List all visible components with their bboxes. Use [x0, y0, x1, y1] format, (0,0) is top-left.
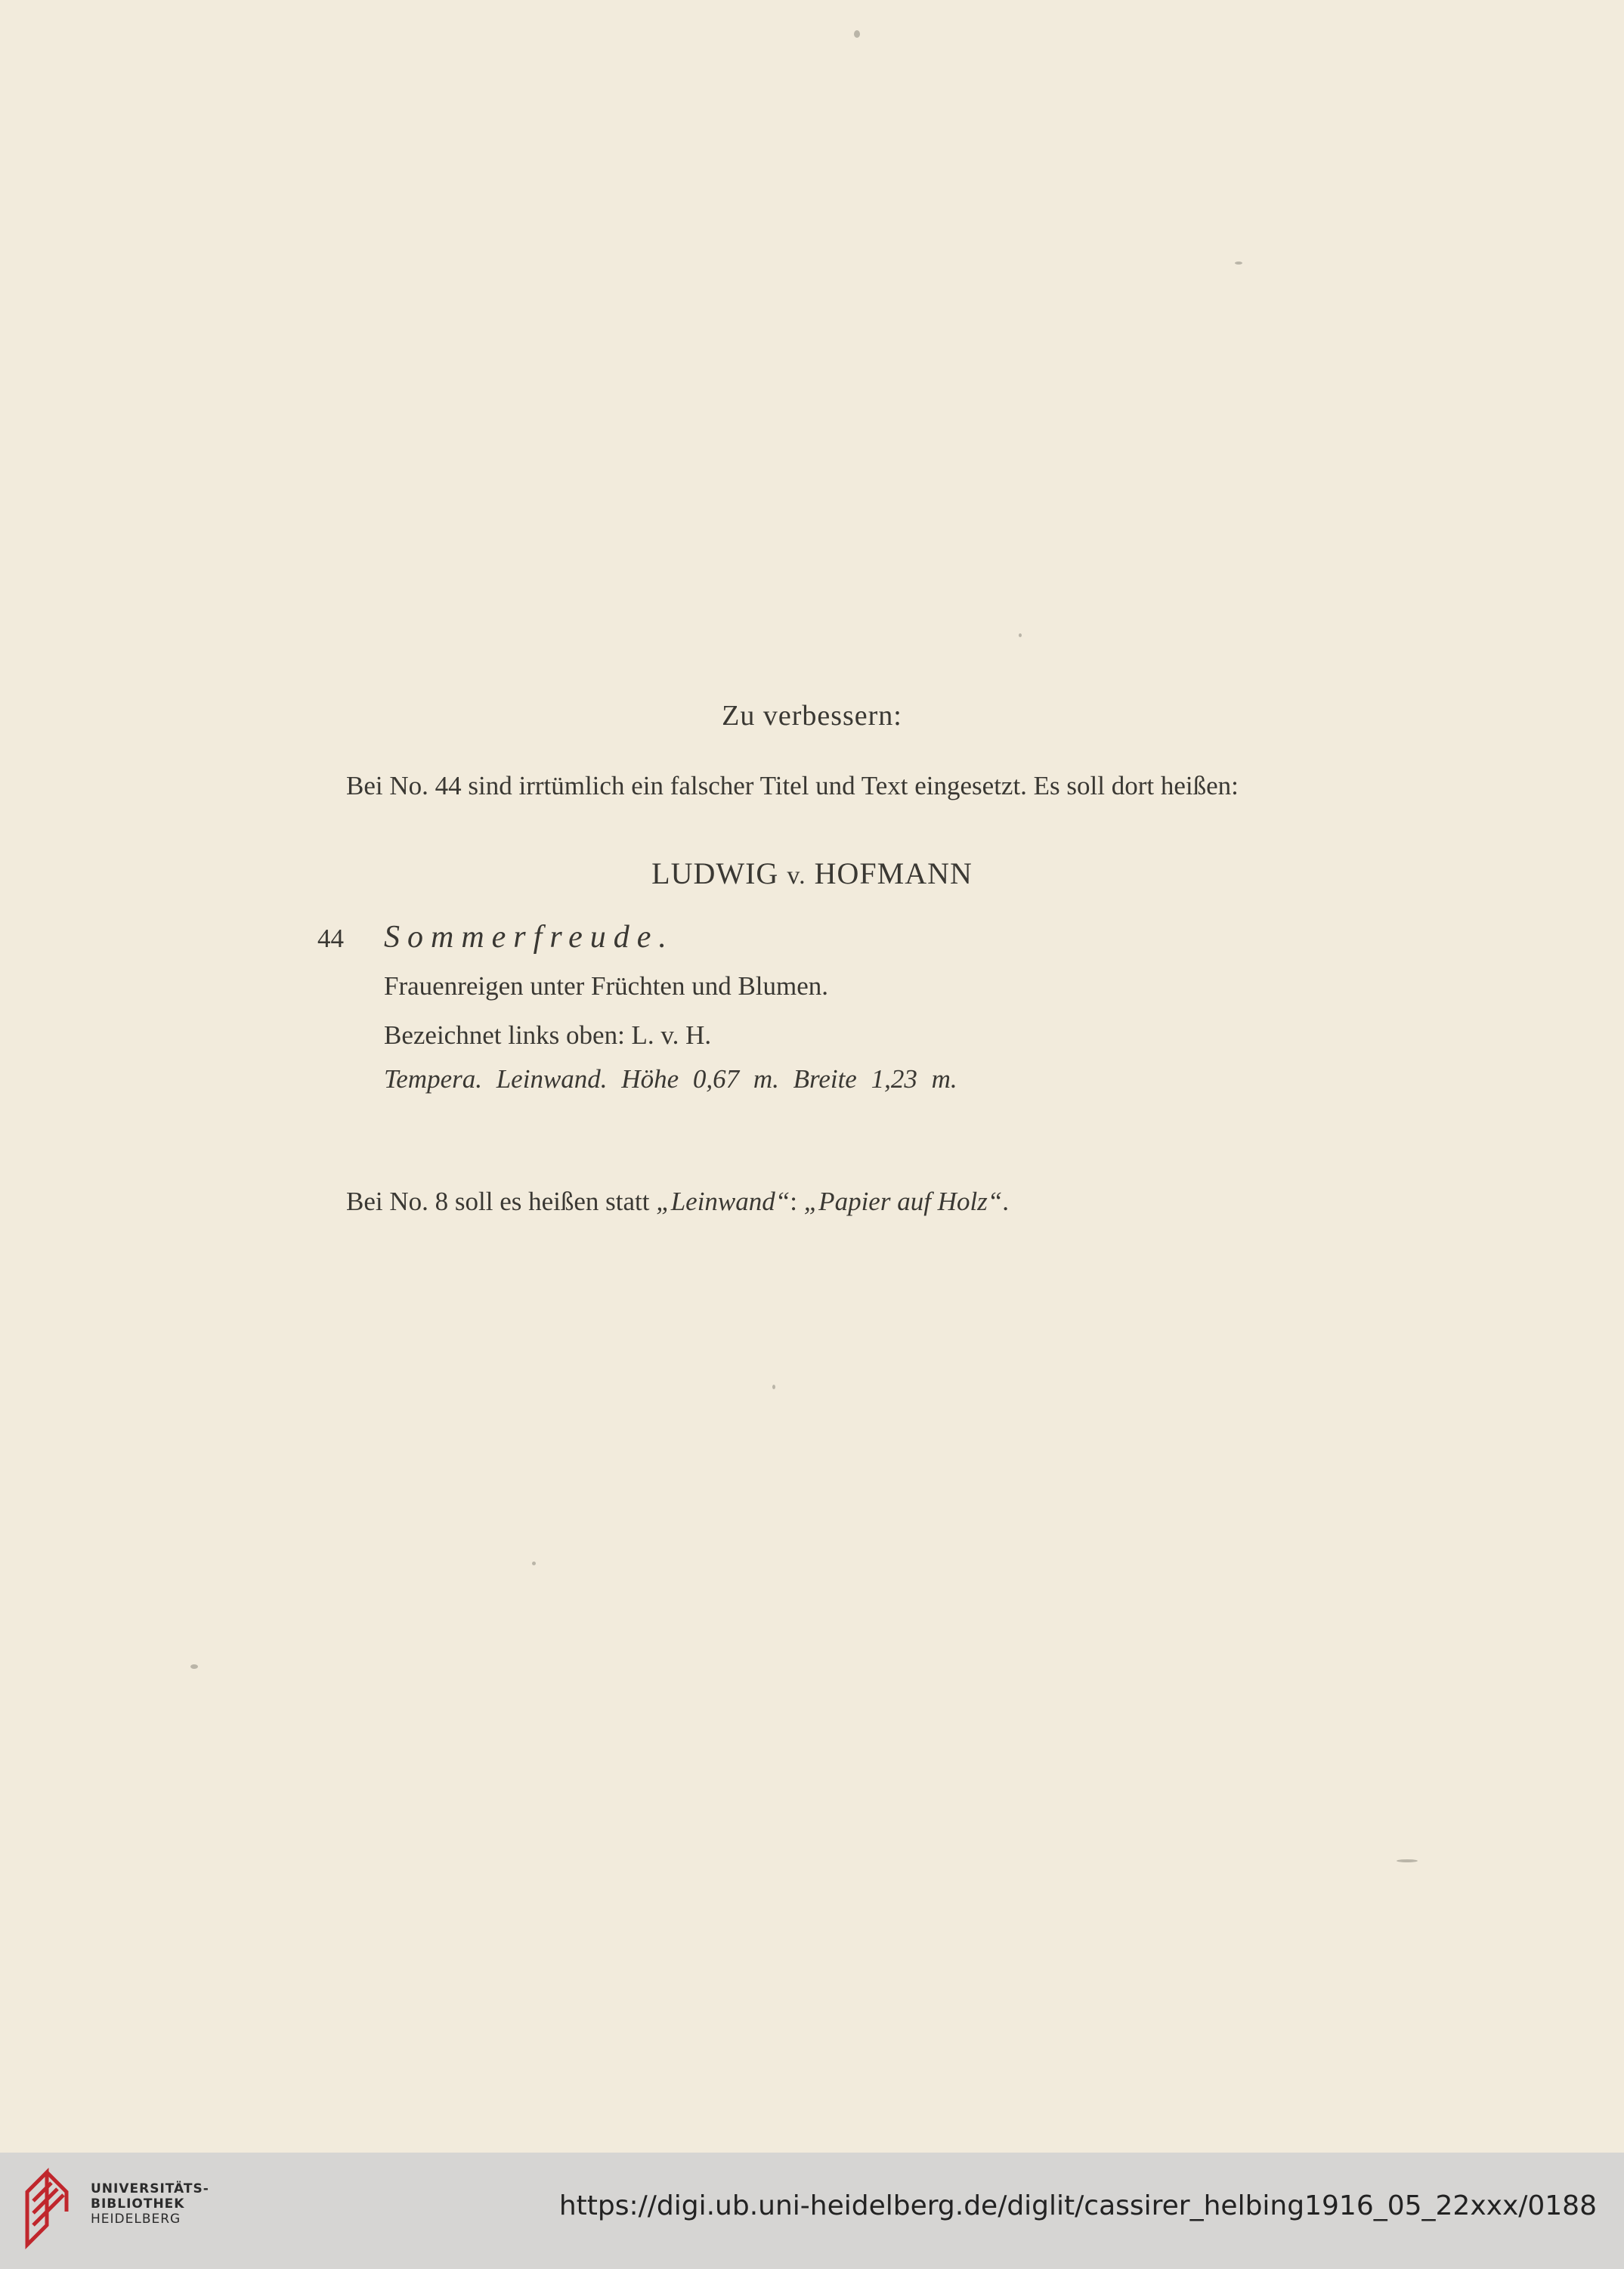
library-name-line3: HEIDELBERG	[91, 2212, 181, 2227]
note-new-value: „Papier auf Holz“	[803, 1187, 1003, 1216]
intro-paragraph: Bei No. 44 sind irrtümlich ein falscher Titel und Text eingesetzt. Es soll dort heißen:	[346, 771, 1239, 800]
paper-speck	[532, 1562, 536, 1565]
paper-speck	[1235, 262, 1242, 265]
entry-title: Sommerfreude.	[384, 920, 674, 955]
paper-speck	[1019, 633, 1022, 637]
correction-note	[346, 1187, 1009, 1217]
note-separator: :	[790, 1187, 804, 1216]
paper-speck	[772, 1385, 775, 1389]
library-name-line1: UNIVERSITÄTS-	[91, 2181, 209, 2196]
note-old-value: „Leinwand“	[656, 1187, 790, 1216]
note-prefix: Bei No. 8 soll es heißen statt	[346, 1187, 657, 1216]
artist-particle: v.	[787, 862, 806, 890]
entry-signature: Bezeichnet links oben: L. v. H.	[384, 1020, 712, 1050]
artist-surname: HOFMANN	[814, 856, 973, 890]
library-logo-icon	[17, 2166, 77, 2255]
artist-first-name: LUDWIG	[651, 856, 779, 890]
artist-name	[0, 856, 1624, 891]
paper-speck	[1397, 1859, 1418, 1862]
permalink-url[interactable]: https://digi.ub.uni-heidelberg.de/diglit/cassirer_helbing1916_05_22xxx/0188	[558, 2190, 1597, 2221]
page-heading: Zu verbessern:	[722, 700, 902, 732]
entry-description: Frauenreigen unter Früchten und Blumen.	[384, 971, 829, 1001]
paper-speck	[854, 30, 860, 38]
paper-speck	[190, 1664, 198, 1669]
entry-number: 44	[317, 924, 344, 953]
footer-bar	[0, 2153, 1624, 2269]
library-name-line2: BIBLIOTHEK	[91, 2196, 185, 2212]
library-name	[91, 2181, 209, 2227]
entry-medium: Tempera. Leinwand. Höhe 0,67 m. Breite 1,23 m.	[384, 1064, 957, 1094]
note-suffix: .	[1002, 1187, 1010, 1216]
